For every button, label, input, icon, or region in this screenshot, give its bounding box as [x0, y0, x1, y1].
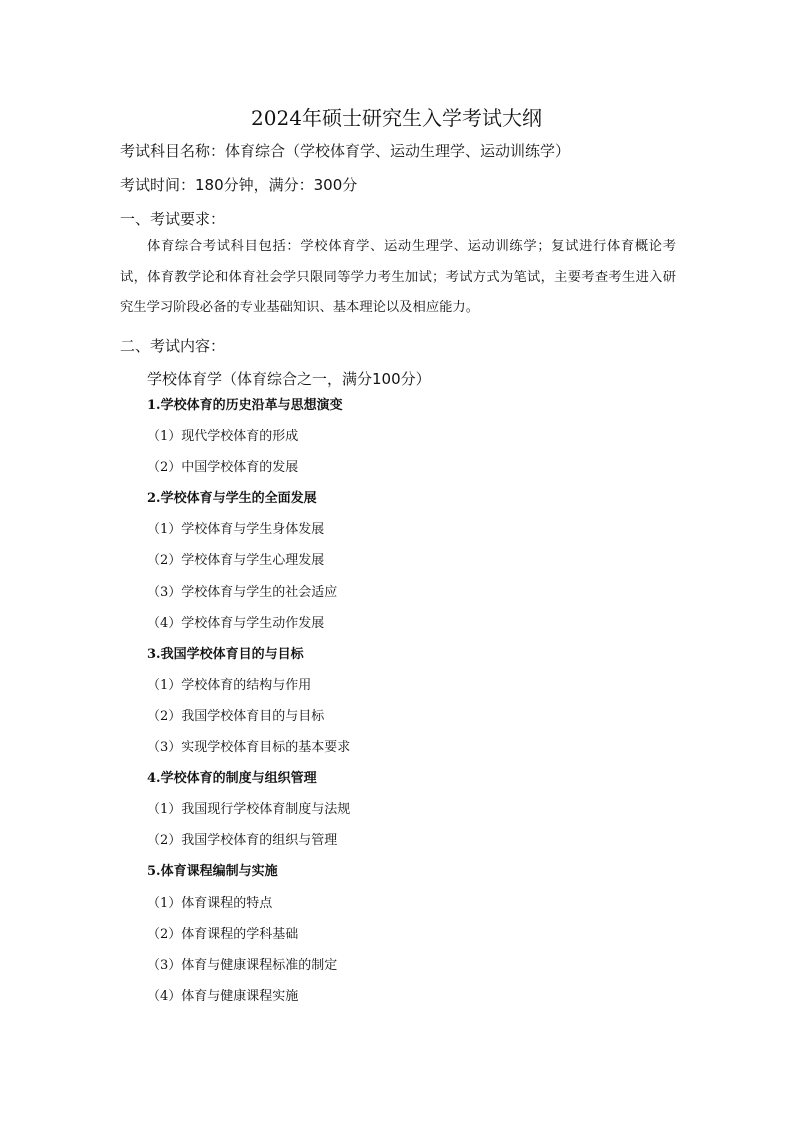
- exam-subject: 考试科目名称：体育综合（学校体育学、运动生理学、运动训练学）: [120, 142, 571, 160]
- chapter-item: （1）我国现行学校体育制度与法规: [147, 802, 351, 818]
- chapter-item: （2）我国学校体育目的与目标: [147, 708, 325, 724]
- chapter-title: 5.体育课程编制与实施: [147, 864, 278, 880]
- chapter-title: 1.学校体育的历史沿革与思想演变: [147, 398, 343, 413]
- chapter-item: （3）体育与健康课程标准的制定: [147, 957, 338, 973]
- document-title: 2024年硕士研究生入学考试大纲: [251, 106, 542, 130]
- chapter-item: （4）体育与健康课程实施: [147, 988, 299, 1004]
- section-2-subheading: 学校体育学（体育综合之一，满分100分）: [147, 370, 431, 388]
- chapter-item: （3）实现学校体育目标的基本要求: [147, 740, 351, 756]
- chapter-title: 3.我国学校体育目的与目标: [147, 646, 304, 662]
- section-2-heading: 二、考试内容：: [120, 337, 226, 355]
- chapter-item: （2）学校体育与学生心理发展: [147, 553, 325, 569]
- chapter-item: （2）我国学校体育的组织与管理: [147, 833, 338, 849]
- chapter-item: （3）学校体育与学生的社会适应: [147, 584, 338, 600]
- chapter-item: （1）体育课程的特点: [147, 895, 273, 911]
- chapter-list: [147, 395, 350, 1017]
- chapter-item: （1）现代学校体育的形成: [147, 429, 299, 445]
- section-1-heading: 一、考试要求：: [120, 210, 226, 228]
- chapter-item: （2）体育课程的学科基础: [147, 926, 299, 942]
- chapter-title: 4.学校体育的制度与组织管理: [147, 771, 317, 787]
- chapter-item: （1）学校体育的结构与作用: [147, 677, 312, 693]
- chapter-item: （1）学校体育与学生身体发展: [147, 522, 325, 538]
- exam-time: 考试时间：180分钟，满分：300分: [120, 176, 358, 194]
- chapter-item: （4）学校体育与学生动作发展: [147, 615, 325, 631]
- section-1-paragraph: 体育综合考试科目包括：学校体育学、运动生理学、运动训练学；复试进行体育概论考试，体育教学论和体育社会学只限同等学力考生加试；考试方式为笔试，主要考查考生进入研究生学习阶段必备的专业基础知识、基本理论以及相应能力。: [120, 239, 676, 315]
- chapter-item: （2）中国学校体育的发展: [147, 460, 299, 476]
- chapter-title: 2.学校体育与学生的全面发展: [147, 491, 317, 507]
